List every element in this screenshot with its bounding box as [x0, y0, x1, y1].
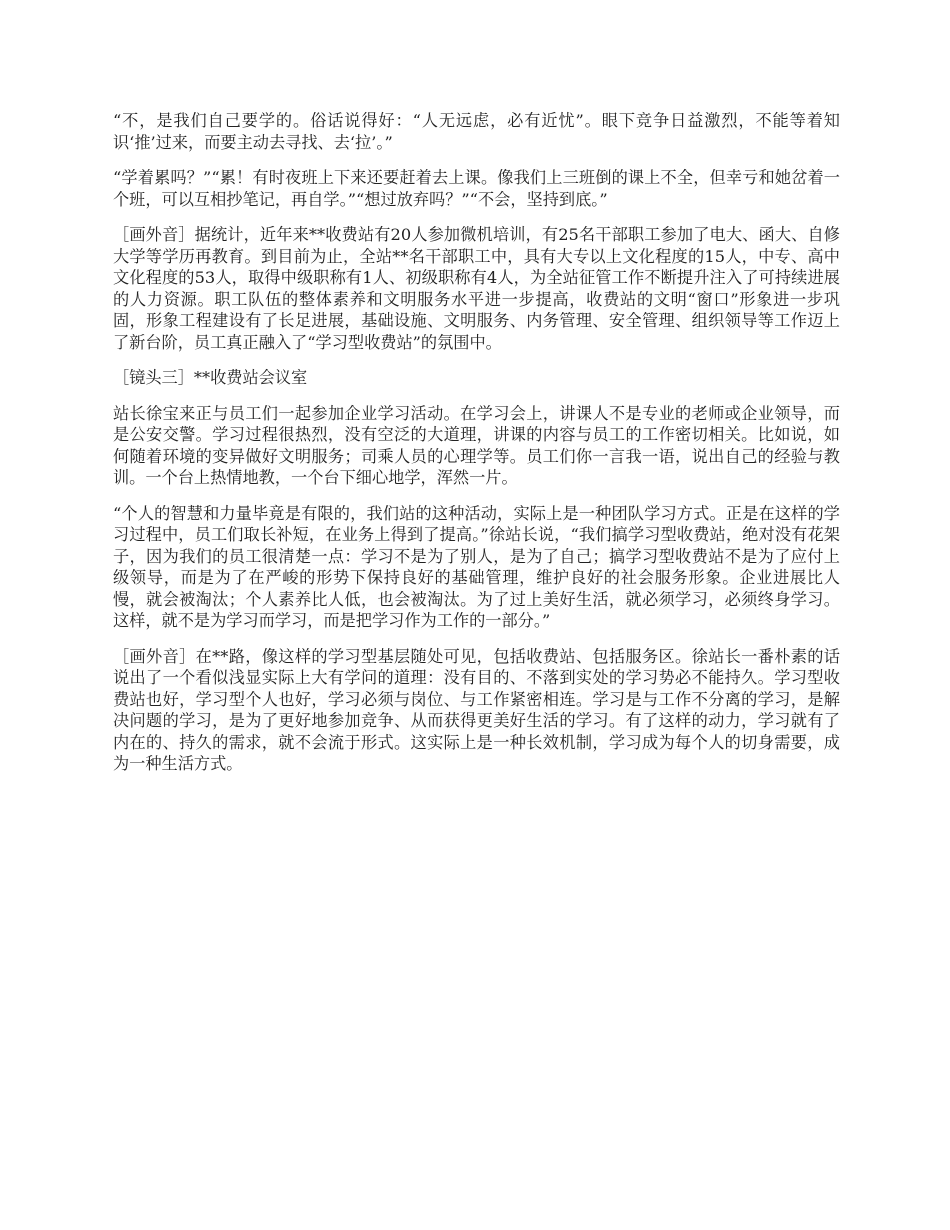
document-body — [113, 110, 840, 789]
paragraph-3: ［画外音］据统计，近年来**收费站有20人参加微机培训，有25名干部职工参加了电大、函大、自修大学等学历再教育。到目前为止，全站**名干部职工中，具有大专以上文化程度的15人，中专、高中文化程度的53人，取得中级职称有1人、初级职称有4人，为全站征管工作不断提升注入了可持续进展的人力资源。职工队伍的整体素养和文明服务水平进一步提高，收费站的文明“窗口”形象进一步巩固，形象工程建设有了长足进展，基础设施、文明服务、内务管理、安全管理、组织领导等工作迈上了新台阶，员工真正融入了“学习型收费站”的氛围中。 — [113, 225, 840, 352]
paragraph-7: ［画外音］在**路，像这样的学习型基层随处可见，包括收费站、包括服务区。徐站长一番朴素的话说出了一个看似浅显实际上大有学问的道理：没有目的、不落到实处的学习势必不能持久。学习型收费站也好，学习型个人也好，学习必须与岗位、与工作紧密相连。学习是与工作不分离的学习，是解决问题的学习，是为了更好地参加竞争、从而获得更美好生活的学习。有了这样的动力，学习就有了内在的、持久的需求，就不会流于形式。这实际上是一种长效机制，学习成为每个人的切身需要，成为一种生活方式。 — [113, 646, 840, 773]
scene-heading: ［镜头三］**收费站会议室 — [113, 368, 308, 387]
paragraph-1: “不，是我们自己要学的。俗话说得好：“人无远虑，必有近忧”。眼下竞争日益激烈，不能等着知识‘推’过来，而要主动去寻找、去‘拉’。” — [113, 111, 840, 152]
paragraph-2: “学着累吗？”“累！有时夜班上下来还要赶着去上课。像我们上三班倒的课上不全，但幸亏和她岔着一个班，可以互相抄笔记，再自学。”“想过放弃吗？”“不会，坚持到底。” — [113, 168, 840, 209]
paragraph-6: “个人的智慧和力量毕竟是有限的，我们站的这种活动，实际上是一种团队学习方式。正是在这样的学习过程中，员工们取长补短，在业务上得到了提高。”徐站长说，“我们搞学习型收费站，绝对没有花架子，因为我们的员工很清楚一点：学习不是为了别人，是为了自己；搞学习型收费站不是为了应付上级领导，而是为了在严峻的形势下保持良好的基础管理，维护良好的社会服务形象。企业进展比人慢，就会被淘汰；个人素养比人低，也会被淘汰。为了过上美好生活，就必须学习，必须终身学习。这样，就不是为学习而学习，而是把学习作为工作的一部分。” — [113, 503, 840, 630]
paragraph-5: 站长徐宝来正与员工们一起参加企业学习活动。在学习会上，讲课人不是专业的老师或企业领导，而是公安交警。学习过程很热烈，没有空泛的大道理，讲课的内容与员工的工作密切相关。比如说，如何随着环境的变异做好文明服务；司乘人员的心理学等。员工们你一言我一语，说出自己的经验与教训。一个台上热情地教，一个台下细心地学，浑然一片。 — [113, 403, 840, 487]
